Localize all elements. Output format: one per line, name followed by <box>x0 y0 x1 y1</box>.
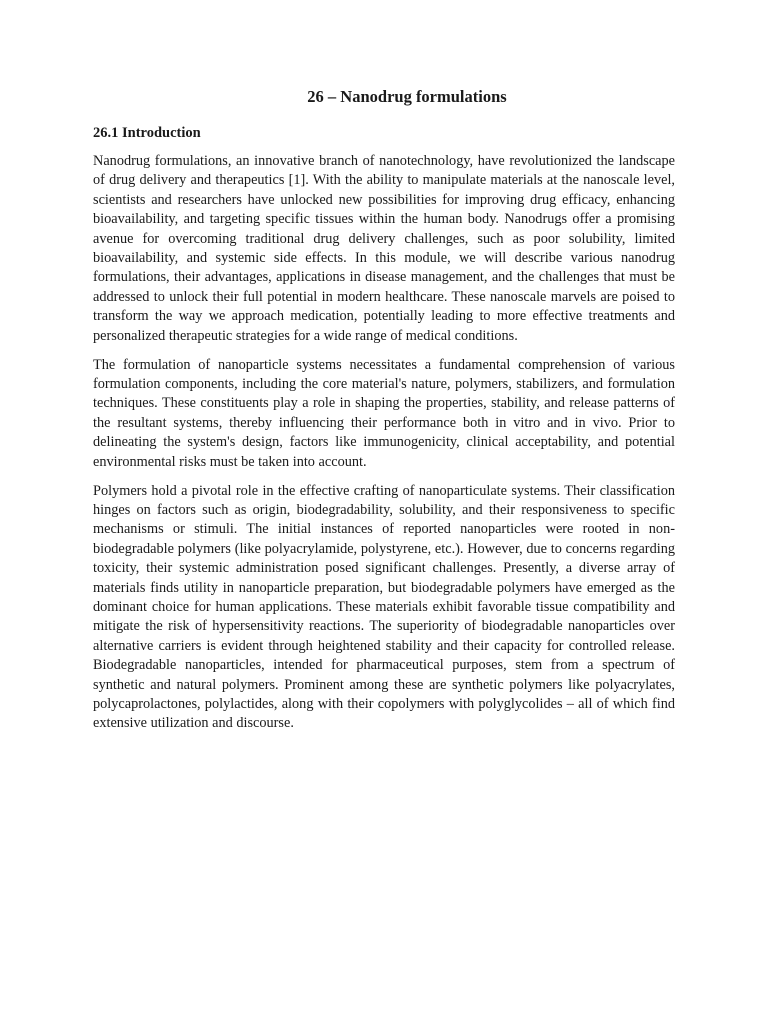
document-page <box>93 86 675 743</box>
chapter-title: 26 – Nanodrug formulations <box>307 87 507 106</box>
paragraph-formulation: The formulation of nanoparticle systems necessitates a fundamental comprehension of various formulation components, including the core material's nature, polymers, stabilizers, and formulation techniques. These constituents play a role in shaping the properties, stability, and release patterns of the resultant systems, thereby influencing their performance both in vitro and in vivo. Prior to delineating the system's design, factors like immunogenicity, clinical acceptability, and potential environmental risks must be taken into account. <box>93 356 675 470</box>
paragraph-polymers: Polymers hold a pivotal role in the effective crafting of nanoparticulate systems. Their classification hinges on factors such as origin, biodegradability, solubility, and their responsiveness to specific mechanisms or stimuli. The initial instances of reported nanoparticles were rooted in non-biodegradable polymers (like polyacrylamide, polystyrene, etc.). However, due to concerns regarding toxicity, their systemic administration posed significant challenges. Presently, a diverse array of materials finds utility in nanoparticle preparation, but biodegradable polymers have emerged as the dominant choice for human applications. These materials exhibit favorable tissue compatibility and mitigate the risk of hypersensitivity reactions. The superiority of biodegradable nanoparticles over alternative carriers is evident through heightened stability and their capacity for controlled release. Biodegradable nanoparticles, intended for pharmaceutical purposes, stem from a spectrum of synthetic and natural polymers. Prominent among these are synthetic polymers like polyacrylates, polycaprolactones, polylactides, along with their copolymers with polyglycolides – all of which find extensive utilization and discourse. <box>93 482 675 732</box>
section-heading: 26.1 Introduction <box>93 125 201 141</box>
paragraph-introduction: Nanodrug formulations, an innovative branch of nanotechnology, have revolutionized the landscape of drug delivery and therapeutics [1]. With the ability to manipulate materials at the nanoscale level, scientists and researchers have unlocked new possibilities for improving drug efficacy, enhancing bioavailability, and targeting specific tissues within the human body. Nanodrugs offer a promising avenue for overcoming traditional drug delivery challenges, such as poor solubility, limited bioavailability, and systemic side effects. In this module, we will describe various nanodrug formulations, their advantages, applications in disease management, and the challenges that must be addressed to unlock their full potential in modern healthcare. These nanoscale marvels are poised to transform the way we approach medication, potentially leading to more effective treatments and personalized therapeutic strategies for a wide range of medical conditions. <box>93 153 675 344</box>
